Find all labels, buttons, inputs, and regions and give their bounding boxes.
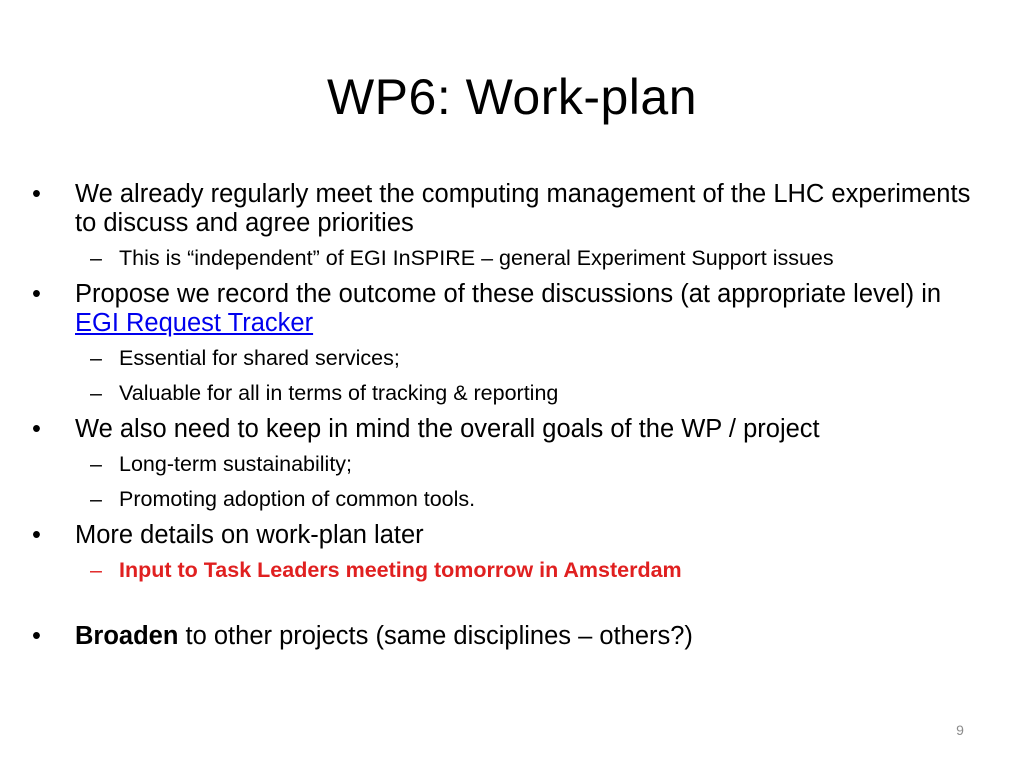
bullet-marker: •	[32, 280, 41, 308]
bullet-text: to other projects (same disciplines – others?)	[178, 622, 693, 650]
bullet-text: Propose we record the outcome of these discussions (at appropriate level) in	[75, 280, 942, 308]
dash-marker: –	[90, 381, 102, 405]
dash-marker: –	[90, 246, 102, 270]
spacer	[30, 592, 990, 622]
bullet-marker: •	[32, 521, 41, 549]
bullet-item	[30, 280, 990, 338]
sub-bullet-text: Promoting adoption of common tools.	[119, 487, 476, 511]
sub-bullet-text-highlighted: Input to Task Leaders meeting tomorrow in Amsterdam	[119, 558, 682, 582]
dash-marker: –	[90, 558, 102, 582]
sub-bullet-item	[30, 345, 990, 372]
page-number: 9	[956, 722, 964, 738]
bullet-item	[30, 180, 990, 238]
dash-marker: –	[90, 452, 102, 476]
bullet-marker: •	[32, 180, 41, 208]
sub-bullet-item	[30, 245, 990, 272]
egi-request-tracker-link[interactable]: EGI Request Tracker	[75, 309, 314, 337]
bullet-item	[30, 521, 990, 550]
sub-bullet-item-highlighted	[30, 557, 990, 584]
bullet-text: We already regularly meet the computing management of the LHC experiments to discuss and agree priorities	[75, 180, 971, 237]
slide-title: WP6: Work-plan	[326, 69, 698, 125]
dash-marker: –	[90, 487, 102, 511]
bullet-item	[30, 415, 990, 444]
sub-bullet-text: Valuable for all in terms of tracking & reporting	[119, 381, 559, 405]
dash-marker: –	[90, 346, 102, 370]
sub-bullet-text: Essential for shared services;	[119, 346, 400, 370]
bullet-list	[30, 180, 990, 658]
sub-bullet-item	[30, 486, 990, 513]
sub-bullet-item	[30, 380, 990, 407]
bullet-marker: •	[32, 622, 41, 650]
bullet-text: We also need to keep in mind the overall goals of the WP / project	[75, 415, 820, 443]
bullet-text: More details on work-plan later	[75, 521, 424, 549]
bullet-marker: •	[32, 415, 41, 443]
sub-bullet-text: Long-term sustainability;	[119, 452, 353, 476]
bullet-bold-text: Broaden	[75, 622, 179, 650]
sub-bullet-item	[30, 451, 990, 478]
sub-bullet-text: This is “independent” of EGI InSPIRE – general Experiment Support issues	[119, 246, 834, 270]
bullet-item	[30, 622, 990, 651]
